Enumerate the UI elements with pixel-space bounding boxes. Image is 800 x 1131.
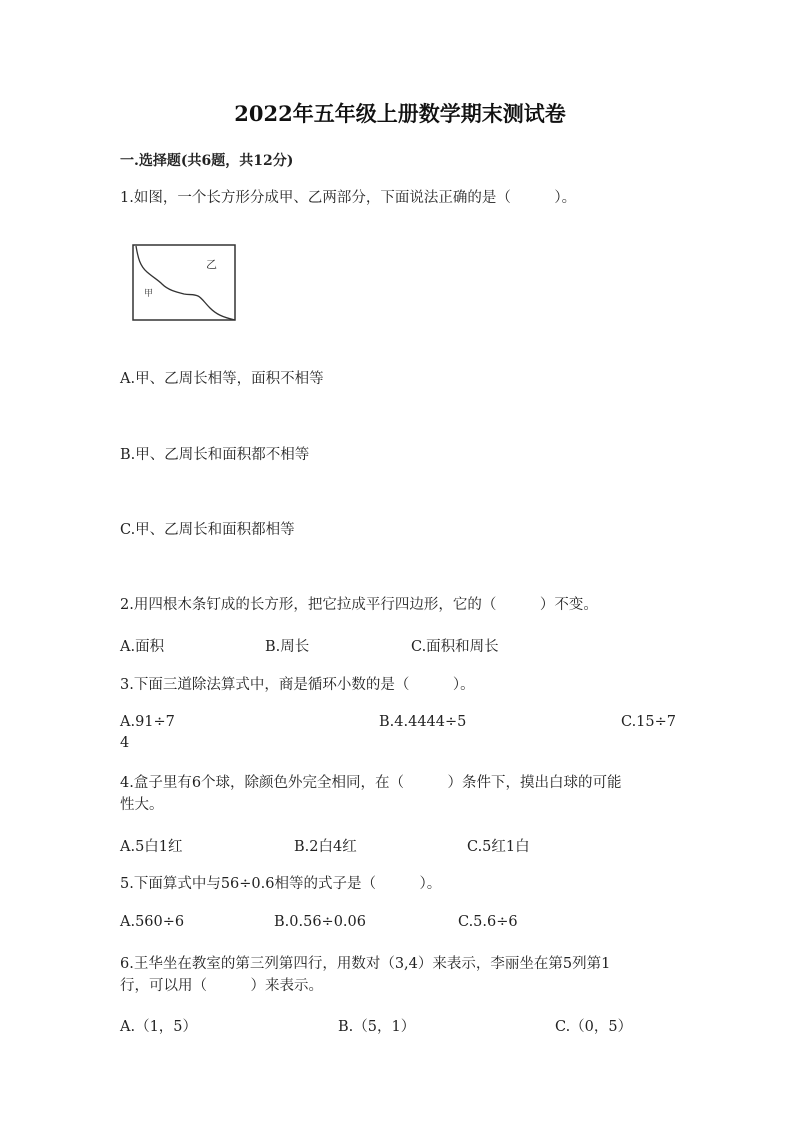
option-3c-wrap: 4 <box>120 735 130 751</box>
section-heading: 一.选择题(共6题，共12分) <box>120 153 294 169</box>
option-3a: A.91÷7 <box>120 714 175 730</box>
question-2-text: 2.用四根木条钉成的长方形，把它拉成平行四边形，它的（ ）不变。 <box>120 597 598 613</box>
rectangle-figure <box>132 244 238 328</box>
page-title: 2022年五年级上册数学期末测试卷 <box>234 101 566 126</box>
option-6b: B.（5，1） <box>338 1019 416 1035</box>
option-5c: C.5.6÷6 <box>458 914 518 930</box>
figure-label-yi: 乙 <box>206 258 217 271</box>
option-5a: A.560÷6 <box>120 914 185 930</box>
question-3-text: 3.下面三道除法算式中，商是循环小数的是（ ）。 <box>120 677 475 693</box>
question-1-text: 1.如图，一个长方形分成甲、乙两部分，下面说法正确的是（ ）。 <box>120 190 577 206</box>
figure-label-jia: 甲 <box>144 289 154 299</box>
option-2b: B.周长 <box>265 639 310 655</box>
option-4b: B.2白4红 <box>294 839 357 855</box>
question-5-text: 5.下面算式中与56÷0.6相等的式子是（ ）。 <box>120 876 442 892</box>
question-4-text-line2: 性大。 <box>120 797 164 813</box>
option-2a: A.面积 <box>120 639 165 655</box>
option-1b: B.甲、乙周长和面积都不相等 <box>120 447 310 463</box>
question-6-text-line1: 6.王华坐在教室的第三列第四行，用数对（3,4）来表示，李丽坐在第5列第1 <box>120 956 611 972</box>
option-3b: B.4.4444÷5 <box>379 714 467 730</box>
option-1c: C.甲、乙周长和面积都相等 <box>120 522 295 538</box>
option-2c: C.面积和周长 <box>411 639 499 655</box>
option-4c: C.5红1白 <box>467 839 530 855</box>
option-3c: C.15÷7 <box>621 714 677 730</box>
option-4a: A.5白1红 <box>120 839 183 855</box>
option-6a: A.（1，5） <box>120 1019 198 1035</box>
option-6c: C.（0，5） <box>555 1019 633 1035</box>
option-5b: B.0.56÷0.06 <box>274 914 366 930</box>
question-6-text-line2: 行，可以用（ ）来表示。 <box>120 978 323 994</box>
option-1a: A.甲、乙周长相等，面积不相等 <box>120 371 324 387</box>
question-4-text-line1: 4.盒子里有6个球，除颜色外完全相同，在（ ）条件下，摸出白球的可能 <box>120 775 622 791</box>
